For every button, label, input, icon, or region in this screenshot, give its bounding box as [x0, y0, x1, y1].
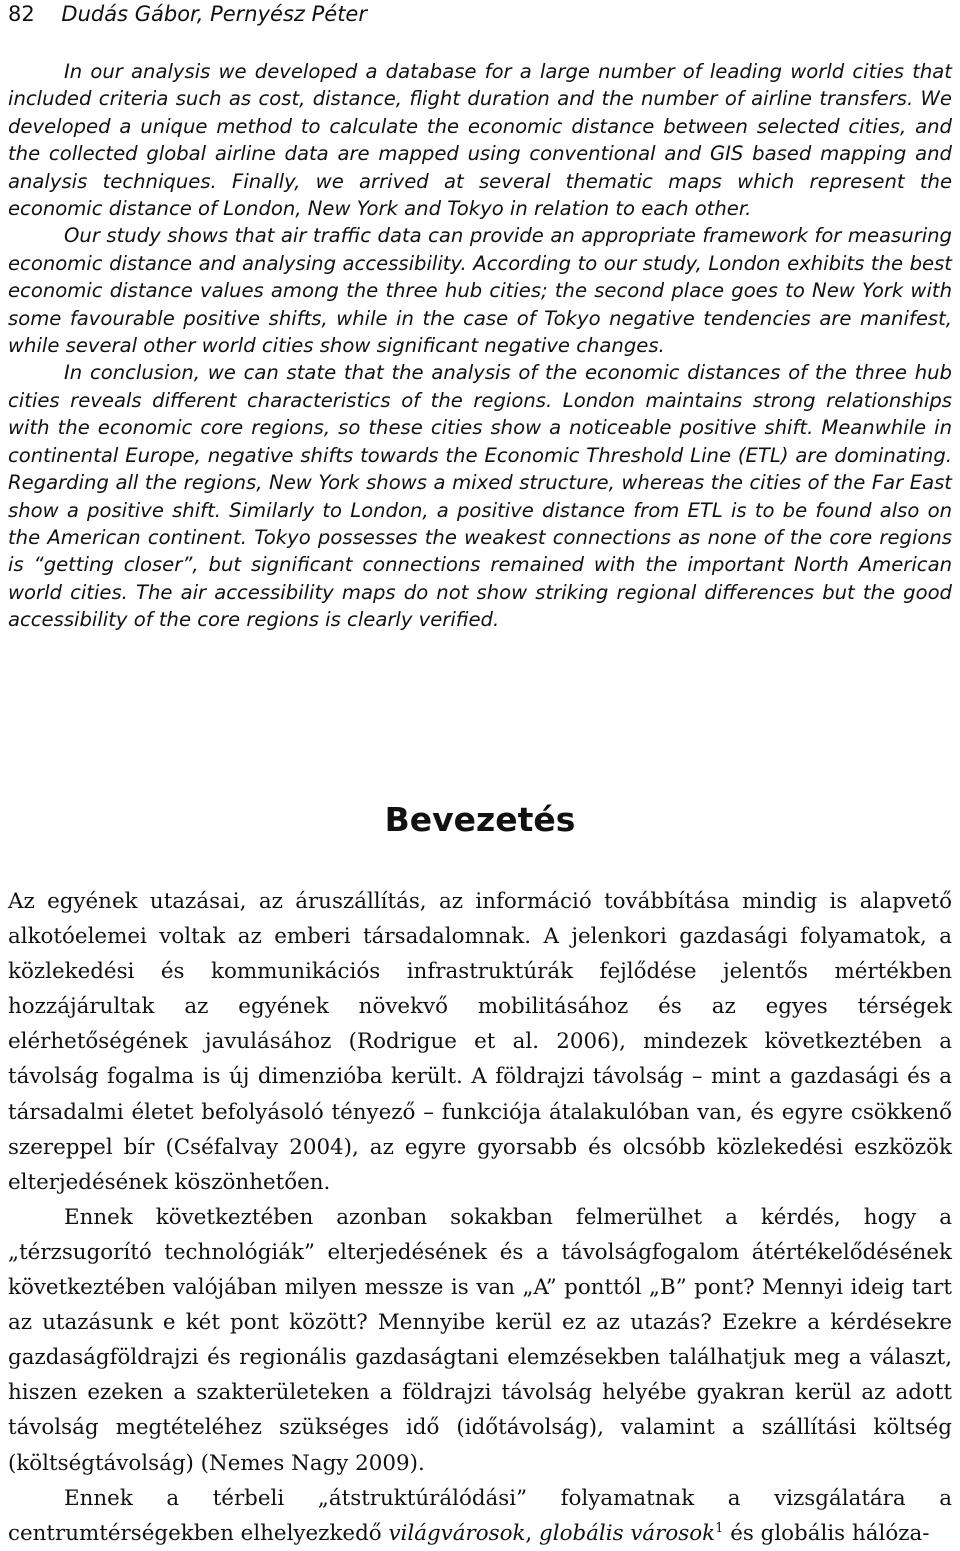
section-heading: Bevezetés: [384, 800, 576, 839]
emphasis-term: globális városok: [539, 1520, 716, 1546]
abstract-paragraph: In conclusion, we can state that the analysis of the economic distances of the three hub cities reveals different characteristics of the regions. London maintains strong relationships with the economic core regions, so these cities show a noticeable positive shift. Meanwhile in continental Europe, negative shifts towards the Economic Threshold Line (ETL) are dominating. Regarding all the regions, New York shows a mixed structure, whereas the cities of the Far East show a positive shift. Similarly to London, a positive distance from ETL is to be found also on the American continent. Tokyo possesses the weakest connections as none of the core regions is “getting closer”, but significant connections remained with the important North American world cities. The air accessibility maps do not show striking regional differences but the good accessibility of the core regions is clearly verified.: [8, 361, 952, 632]
page-number: 82: [8, 2, 35, 26]
body-paragraph: Az egyének utazásai, az áruszállítás, az információ továbbítása mindig is alapvető alkotóelemei voltak az emberi társadalomnak. A jelenkori gazdasági folyamatok, a közlekedési és kommunikációs infrastruktúrák fejlődése jelentős mértékben hozzájárultak az egyének növekvő mobilitásához és az egyes térségek elérhetőségének javulásához (Rodrigue et al. 2006), mindezek következtében a távolság fogalma is új dimenzióba került. A földrajzi távolság – mint a gazdasági és a társadalmi életet befolyásoló tényező – funkciója átalakulóban van, és egyre csökkenő szereppel bír (Cséfalvay 2004), az egyre gyorsabb és olcsóbb közlekedési eszközök elterjedésének köszönhetően.: [8, 889, 952, 1195]
footnote-marker[interactable]: 1: [715, 1520, 724, 1536]
abstract-paragraph: In our analysis we developed a database for a large number of leading world cities that included criteria such as cost, distance, flight duration and the number of airline transfers. We developed a unique method to calculate the economic distance between selected cities, and the collected global airline data are mapped using conventional and GIS based mapping and analysis techniques. Finally, we arrived at several thematic maps which represent the economic distance of London, New York and Tokyo in relation to each other.: [8, 60, 952, 221]
running-header-authors: Dudás Gábor, Pernyész Péter: [61, 2, 367, 26]
body-text-run: ,: [525, 1520, 540, 1546]
abstract-paragraph: Our study shows that air traffic data can provide an appropriate framework for measuring economic distance and analysing accessibility. According to our study, London exhibits the best economic distance values among the three hub cities; the second place goes to New York with some favourable positive shifts, while in the case of Tokyo negative tendencies are manifest, while several other world cities show significant negative changes.: [8, 224, 952, 358]
body-text-run: és globális hálóza-: [723, 1520, 930, 1546]
emphasis-term: világvárosok: [388, 1520, 526, 1546]
body-paragraph: Ennek következtében azonban sokakban felmerülhet a kérdés, hogy a „térzsugorító technológiák” elterjedésének és a távolságfogalom átértékelődésének következtében valójában milyen messze is van „A” ponttól „B” pont? Mennyi ideig tart az utazásunk e két pont között? Mennyibe kerül ez az utazás? Ezekre a kérdésekre gazdaságföldrajzi és regionális gazdaságtani elemzésekben találhatjuk meg a választ, hiszen ezeken a szakterületeken a földrajzi távolság helyébe gyakran kerül az adott távolság megtételéhez szükséges idő (időtávolság), valamint a szállítási költség (költségtávolság) (Nemes Nagy 2009).: [8, 1204, 952, 1476]
body-text-run: Ennek a térbeli „átstruktúrálódási” folyamatnak a vizsgálatára a centrumtérségekben elhelyezkedő: [8, 1485, 952, 1546]
english-abstract: [8, 58, 952, 634]
body-text: [8, 884, 952, 1551]
running-header: [8, 2, 367, 26]
body-paragraph: [8, 1481, 952, 1551]
